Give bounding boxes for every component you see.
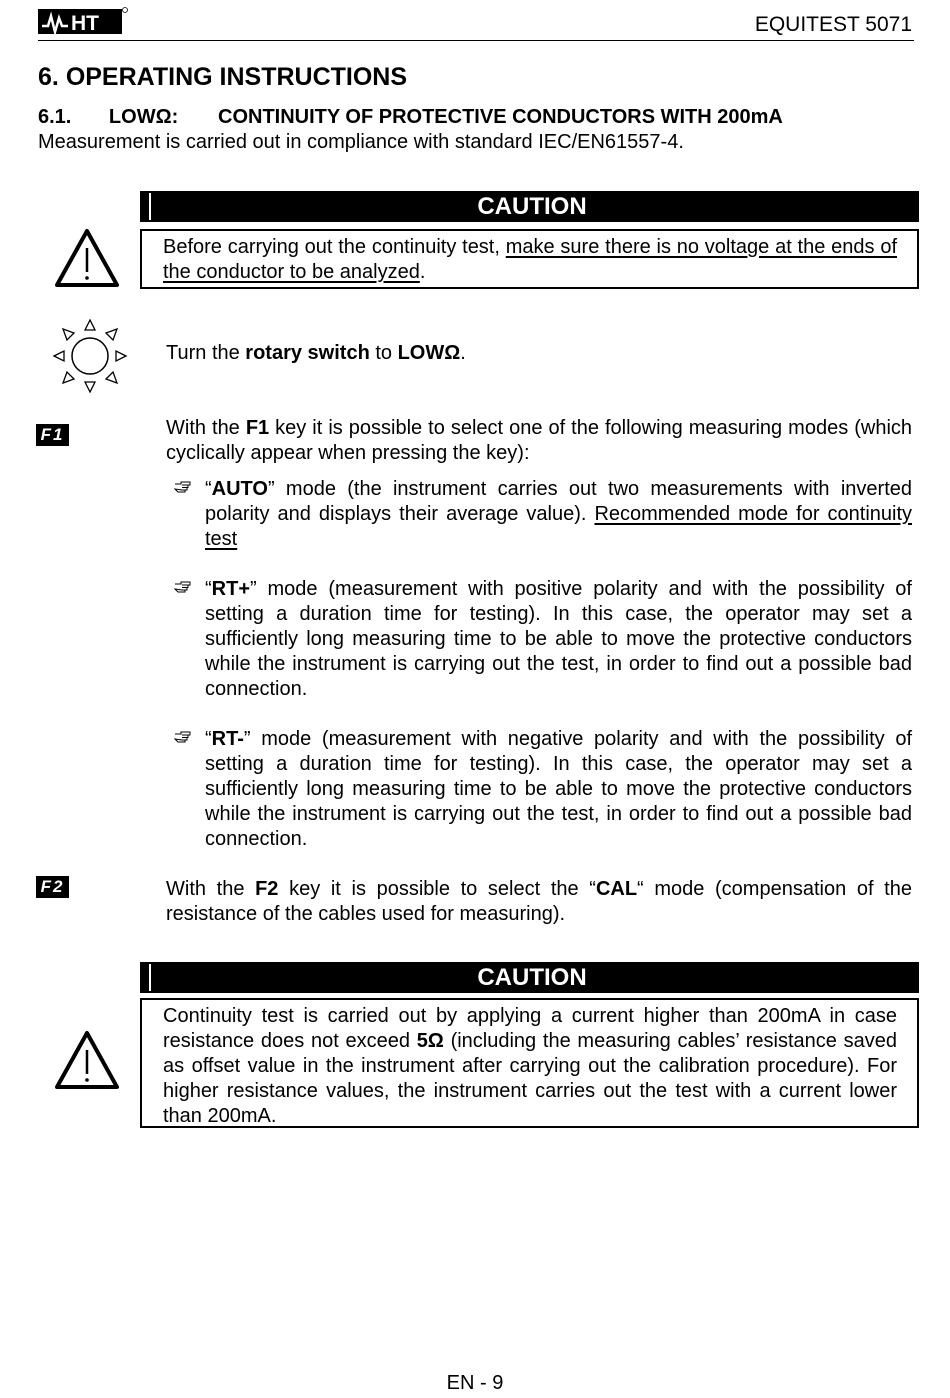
subsection-title <box>38 106 783 129</box>
rotary-instruction <box>166 341 912 366</box>
caution1-text: Before carrying out the continuity test, <box>163 236 506 258</box>
f1-pre: With the <box>166 417 246 439</box>
f2-description <box>166 877 912 927</box>
ht-logo <box>38 6 128 36</box>
document-title: EQUITEST 5071 <box>754 13 912 36</box>
section-title <box>38 63 407 92</box>
mode-description: ” mode (measurement with positive polarity and with the possibility of setting a duration time for testing). In this case, the operator may set a sufficiently long measuring time to be able to move the protective conductors while the instrument is carrying out the test, in order to find out a possible bad connection. <box>205 578 912 700</box>
header-divider <box>38 40 914 41</box>
section-title-text: OPERATING INSTRUCTIONS <box>65 63 408 91</box>
bullet-open-quote: “ <box>205 728 212 750</box>
bullet-open-quote: “ <box>205 478 212 500</box>
rotary-end: . <box>460 342 466 364</box>
f1-bold: F1 <box>245 417 270 439</box>
rotary-mid: to <box>369 342 398 364</box>
mode-description: ” mode (measurement with negative polarity and with the possibility of setting a duration time for testing). In this case, the operator may set a sufficiently long measuring time to be able to move the protective conductors while the instrument is carrying out the test, in order to find out a possible bad connection. <box>205 728 912 850</box>
caution2-post: (including the measuring cables’ resistance saved as offset value in the instrument after carrying out the calibration procedure). For higher resistance values, the instrument carries out the test with a current lower than 200mA. <box>163 1030 897 1127</box>
f2-bold: F2 <box>255 878 279 900</box>
caution-heading-2: CAUTION <box>140 962 919 993</box>
f2-key-icon: F2 <box>36 876 69 898</box>
section-number: 6. <box>38 63 59 91</box>
caution-box-2 <box>140 998 919 1128</box>
list-item-rt-plus <box>174 577 912 702</box>
warning-triangle-icon <box>54 228 120 288</box>
warning-triangle-icon <box>54 1030 120 1090</box>
caution1-end: . <box>419 261 426 283</box>
subsection-label: LOWΩ: <box>108 106 179 128</box>
f1-description <box>166 416 912 466</box>
subsection-title-text: CONTINUITY OF PROTECTIVE CONDUCTORS WITH 200mA <box>218 106 783 128</box>
mode-name: AUTO <box>211 478 268 500</box>
caution-box-1 <box>140 229 919 289</box>
caution2-resistance: 5Ω <box>416 1030 444 1052</box>
mode-name: RT+ <box>211 578 251 600</box>
subsection-number: 6.1. <box>38 106 72 128</box>
rotary-pre: Turn the <box>166 342 246 364</box>
f2-cal-mode: CAL <box>595 878 638 900</box>
mode-name: RT- <box>211 728 244 750</box>
mode-recommendation: Recommended mode for continuity test <box>205 503 913 550</box>
rotary-switch-label: rotary switch <box>245 342 370 364</box>
caution2-pre: Continuity test is carried out by applying a current higher than 200mA in case resistance does not exceed <box>163 1005 897 1052</box>
caution-heading-1: CAUTION <box>140 191 919 222</box>
mode-description: ” mode (the instrument carries out two measurements with inverted polarity and displays their average value). <box>205 478 912 525</box>
pointing-hand-icon <box>174 579 192 593</box>
logo-text: HT <box>71 12 99 35</box>
intro-text: Measurement is carried out in compliance with standard IEC/EN61557-4. <box>38 131 684 153</box>
rotary-position: LOWΩ <box>397 342 461 364</box>
rotary-switch-icon <box>52 318 128 394</box>
bullet-open-quote: “ <box>205 578 212 600</box>
f2-pre: With the <box>166 878 256 900</box>
page-number: EN - 9 <box>446 1372 504 1394</box>
pointing-hand-icon <box>174 729 192 743</box>
f2-post: “ mode (compensation of the resistance of the cables used for measuring). <box>166 878 912 925</box>
caution1-underlined: make sure there is no voltage at the ends of the conductor to be analyzed <box>163 236 898 283</box>
list-item-rt-minus <box>174 727 912 852</box>
f1-key-icon: F1 <box>36 424 69 446</box>
f2-mid: key it is possible to select the “ <box>278 878 596 900</box>
pointing-hand-icon <box>174 479 192 493</box>
f1-post: key it is possible to select one of the following measuring modes (which cyclically appear when pressing the key): <box>166 417 913 464</box>
list-item-auto <box>174 477 912 552</box>
